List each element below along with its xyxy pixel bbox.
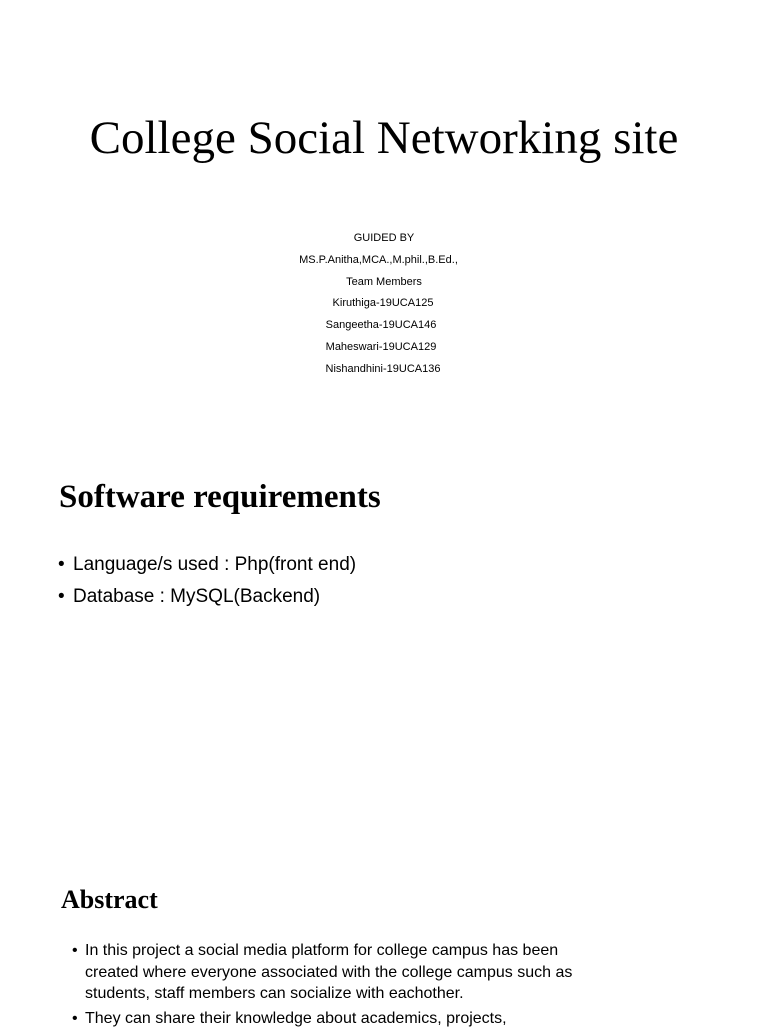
software-requirements-slide [0, 432, 768, 864]
list-item [72, 1008, 612, 1030]
list-item-text: Language/s used : Php(front end) [73, 554, 357, 575]
bullet-icon: • [72, 942, 78, 959]
title-slide [0, 0, 768, 432]
team-members-label: Team Members [346, 275, 422, 288]
list-item-text: Database : MySQL(Backend) [73, 586, 321, 607]
team-member: Kiruthiga-19UCA125 [332, 297, 434, 310]
presentation-title: College Social Networking site [89, 112, 679, 164]
abstract-heading: Abstract [61, 885, 158, 914]
abstract-list [72, 940, 612, 1032]
team-member: Maheswari-19UCA129 [325, 340, 437, 353]
list-item-text: In this project a social media platform for college campus has been created where everyone associated with the college campus such as students, staff members can socialize with eachother. [85, 942, 573, 1002]
bullet-icon: • [58, 554, 65, 575]
abstract-slide [0, 864, 768, 1027]
credits-list [0, 228, 768, 381]
list-item [72, 940, 612, 1005]
team-member: Nishandhini-19UCA136 [325, 362, 441, 375]
team-member: Sangeetha-19UCA146 [325, 319, 437, 332]
guide-name: MS.P.Anitha,MCA.,M.phil.,B.Ed., [299, 253, 458, 266]
software-requirements-list [58, 549, 356, 613]
software-requirements-heading: Software requirements [59, 479, 381, 515]
bullet-icon: • [58, 586, 65, 607]
guided-by-label: GUIDED BY [353, 232, 415, 244]
list-item-text: They can share their knowledge about academics, projects, [85, 1009, 507, 1027]
bullet-icon: • [72, 1009, 78, 1027]
list-item [58, 549, 356, 581]
list-item [58, 581, 356, 613]
